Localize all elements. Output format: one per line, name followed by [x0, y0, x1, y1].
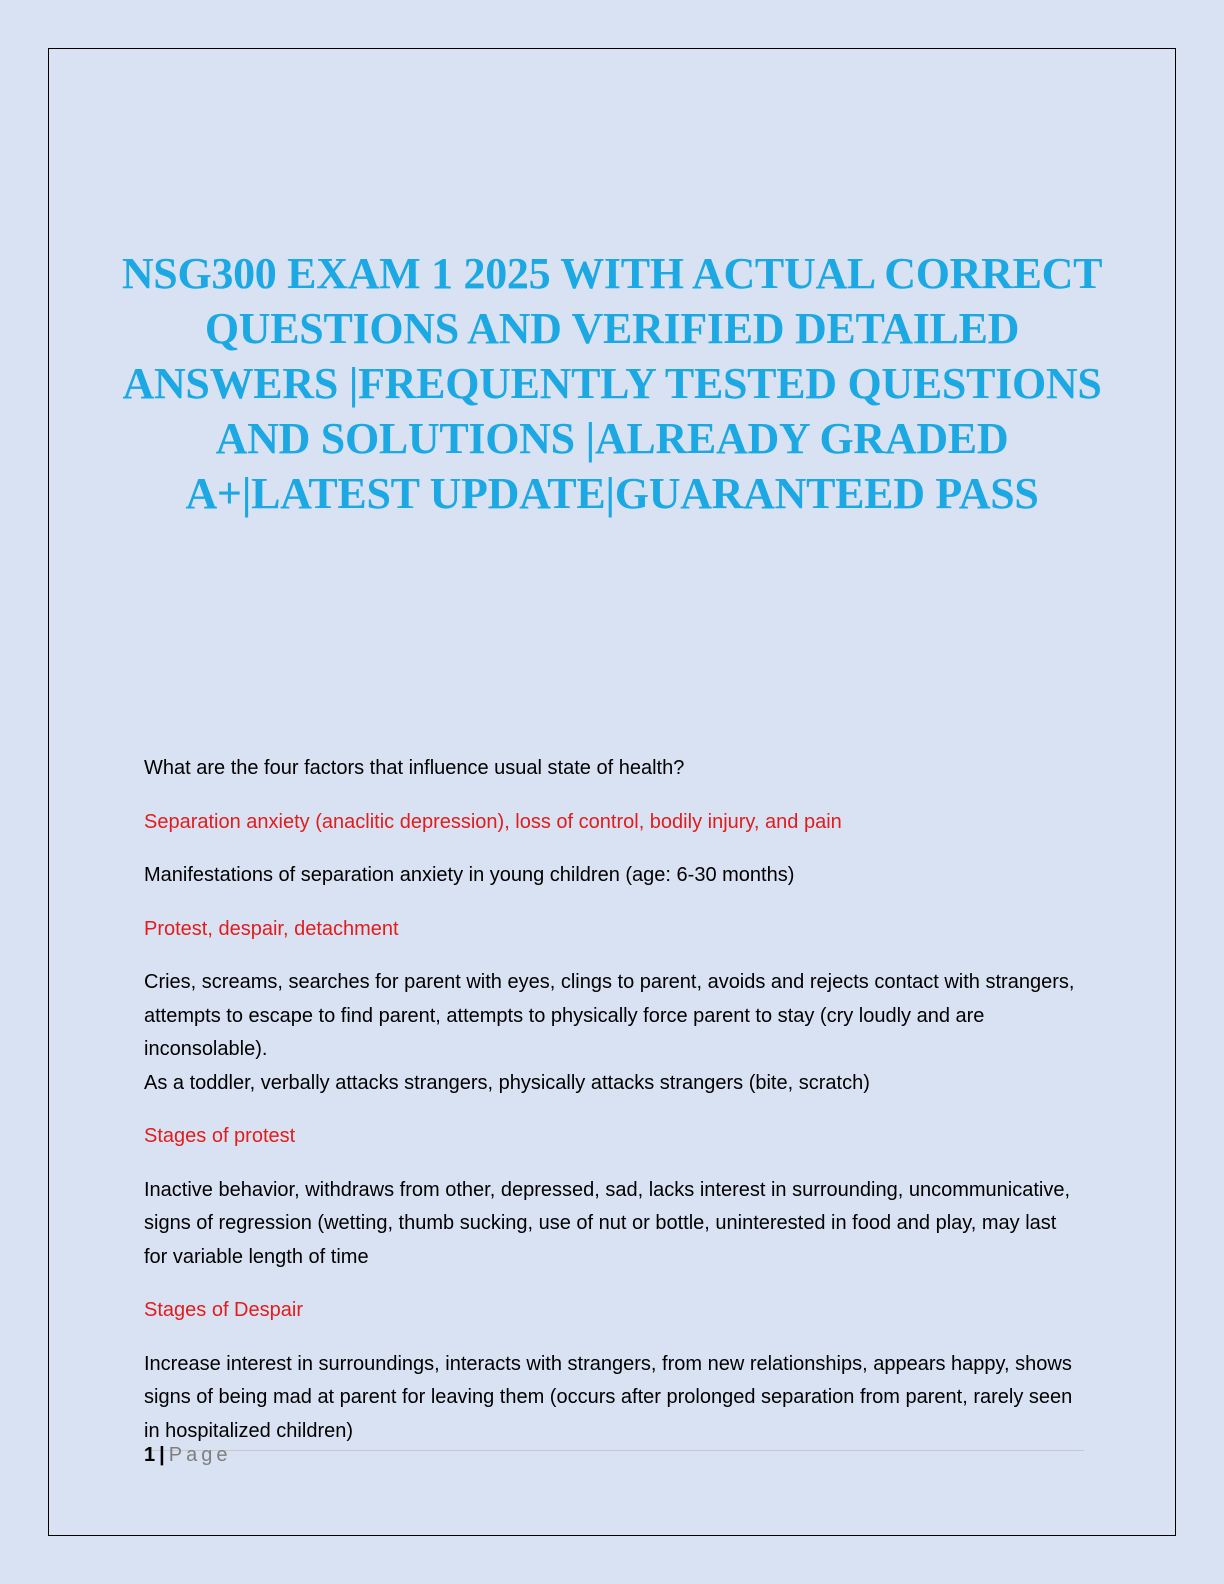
page-footer — [144, 1442, 231, 1468]
footer-divider — [144, 1450, 1084, 1451]
answer-text: Stages of protest — [144, 1125, 296, 1147]
answer-text: Stages of Despair — [144, 1299, 303, 1321]
question-text: As a toddler, verbally attacks strangers, physically attacks strangers (bite, scratch) — [144, 1071, 870, 1094]
document-title: NSG300 EXAM 1 2025 WITH ACTUAL CORRECT QUESTIONS AND VERIFIED DETAILED ANSWERS |FREQUENTLY TESTED QUESTIONS AND SOLUTIONS |ALREADY GRADED A+|LATEST UPDATE|GUARANTEED PASS — [121, 249, 1103, 518]
page-number: 1 — [144, 1444, 156, 1466]
question-text: Inactive behavior, withdraws from other, depressed, sad, lacks interest in surrounding, uncommunicative, signs of regression (wetting, thumb sucking, use of nut or bottle, uninterested in food and play, may last for variable length of time — [144, 1178, 1071, 1268]
answer-text: Separation anxiety (anaclitic depression), loss of control, bodily injury, and pain — [144, 810, 842, 833]
answer-text: Protest, despair, detachment — [144, 917, 399, 940]
question-text: Manifestations of separation anxiety in young children (age: 6-30 months) — [144, 864, 795, 886]
document-body — [144, 752, 1084, 1468]
footer-separator: | — [159, 1444, 165, 1466]
question-text: Increase interest in surroundings, interacts with strangers, from new relationships, appears happy, shows signs of being mad at parent for leaving them (occurs after prolonged separation from parent, rarely seen in hospitalized children) — [144, 1352, 1073, 1442]
question-text: What are the four factors that influence usual state of health? — [144, 757, 685, 779]
page-label: Page — [168, 1444, 232, 1466]
question-text: Cries, screams, searches for parent with eyes, clings to parent, avoids and rejects contact with strangers, attempts to escape to find parent, attempts to physically force parent to stay (cry loudly and are inconsolable). — [144, 971, 1075, 1060]
